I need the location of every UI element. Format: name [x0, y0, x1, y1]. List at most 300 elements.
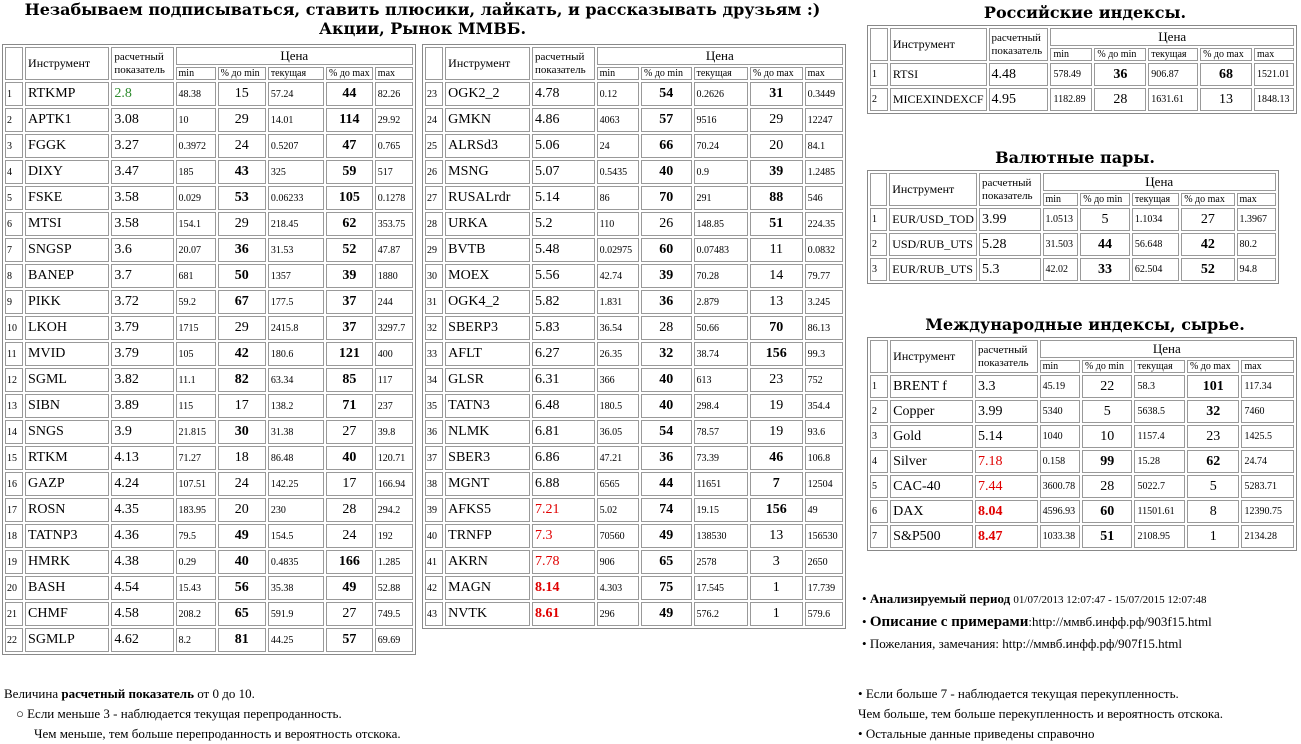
table-row: [870, 375, 1294, 398]
indicator-value: 7.44: [975, 475, 1038, 498]
indicator-value: 3.79: [111, 342, 173, 366]
table-row: [425, 394, 843, 418]
pct-to-max: 49: [326, 576, 373, 600]
max-value: 166.94: [375, 472, 413, 496]
indicator-value: 5.2: [532, 212, 595, 236]
instrument-name: PIKK: [25, 290, 109, 314]
indicator-value: 4.95: [989, 88, 1049, 111]
pct-to-min: 40: [641, 368, 692, 392]
indicator-header-line1: расчетный: [114, 50, 164, 63]
min-value: 15.43: [176, 576, 216, 600]
max-value: 2650: [805, 550, 843, 574]
current-value: 57.24: [268, 82, 324, 106]
pct-to-min: 43: [218, 160, 266, 184]
max-value: 237: [375, 394, 413, 418]
instrument-name: RTSI: [890, 63, 987, 86]
pct-to-max: 105: [326, 186, 373, 210]
indicator-value: 4.24: [111, 472, 173, 496]
indicator-value: 2.8: [111, 82, 173, 106]
footer-left-item1-text: Если меньше 3 - наблюдается текущая перепроданность.: [27, 706, 342, 721]
footer-left-post: от 0 до 10.: [193, 686, 255, 701]
min-value: 115: [176, 394, 216, 418]
pct-to-min: 40: [641, 160, 692, 184]
pct-to-max: 24: [326, 524, 373, 548]
pct-min-header: % до min: [218, 67, 266, 80]
instrument-name: Silver: [890, 450, 973, 473]
table-header-row: [425, 47, 843, 65]
min-value: 110: [597, 212, 639, 236]
min-value: 0.5435: [597, 160, 639, 184]
current-value: 154.5: [268, 524, 324, 548]
indicator-header-line1: расчетный: [981, 176, 1032, 189]
pct-to-min: 44: [641, 472, 692, 496]
current-value: 138530: [694, 524, 749, 548]
pct-to-max: 71: [326, 394, 373, 418]
pct-to-max: 62: [326, 212, 373, 236]
instrument-name: SGMLP: [25, 628, 109, 652]
min-value: 70560: [597, 524, 639, 548]
row-number: 39: [425, 498, 443, 522]
min-value: 10: [176, 108, 216, 132]
current-value: 73.39: [694, 446, 749, 470]
instrument-name: CHMF: [25, 602, 109, 626]
table-row: [870, 450, 1294, 473]
pct-min-header: % до min: [1080, 193, 1130, 206]
pct-to-max: 39: [750, 160, 803, 184]
indicator-value: 4.78: [532, 82, 595, 106]
indicator-value: 3.89: [111, 394, 173, 418]
row-number: 11: [5, 342, 23, 366]
max-value: 93.6: [805, 420, 843, 444]
table-row: [870, 258, 1276, 281]
max-value: 24.74: [1241, 450, 1294, 473]
indicator-value: 3.7: [111, 264, 173, 288]
current-value: 9516: [694, 108, 749, 132]
indicator-value: 4.38: [111, 550, 173, 574]
current-value: 0.2626: [694, 82, 749, 106]
instrument-name: SBERP3: [445, 316, 530, 340]
table-row: [425, 108, 843, 132]
row-number: 28: [425, 212, 443, 236]
max-value: 49: [805, 498, 843, 522]
min-value: 4596.93: [1040, 500, 1080, 523]
currency-table: [867, 170, 1279, 284]
min-header: min: [597, 67, 639, 80]
indicator-header-line2: показатель: [991, 44, 1043, 57]
row-number: 37: [425, 446, 443, 470]
pct-to-min: 75: [641, 576, 692, 600]
current-value: 298.4: [694, 394, 749, 418]
instrument-name: GMKN: [445, 108, 530, 132]
row-number: 35: [425, 394, 443, 418]
instrument-name: AFLT: [445, 342, 530, 366]
footer-left-bold: расчетный показатель: [61, 686, 194, 701]
current-header: текущая: [1148, 48, 1198, 61]
pct-max-header: % до max: [1187, 360, 1240, 373]
row-number: 3: [5, 134, 23, 158]
max-header: max: [1237, 193, 1276, 206]
max-value: 52.88: [375, 576, 413, 600]
max-value: 106.8: [805, 446, 843, 470]
max-value: 94.8: [1237, 258, 1276, 281]
indicator-header: [975, 340, 1038, 373]
pct-to-max: 70: [750, 316, 803, 340]
min-value: 36.05: [597, 420, 639, 444]
row-number: 20: [5, 576, 23, 600]
indicator-value: 5.83: [532, 316, 595, 340]
max-value: 1848.13: [1254, 88, 1294, 111]
table-row: [5, 316, 413, 340]
pct-to-min: 40: [218, 550, 266, 574]
table-row: [5, 628, 413, 652]
pct-to-max: 156: [750, 498, 803, 522]
instrument-name: USD/RUB_UTS: [889, 233, 977, 256]
pct-to-min: 17: [218, 394, 266, 418]
max-value: 79.77: [805, 264, 843, 288]
indicator-value: 6.88: [532, 472, 595, 496]
indicator-value: 4.54: [111, 576, 173, 600]
table-row: [5, 498, 413, 522]
min-value: 48.38: [176, 82, 216, 106]
max-value: 517: [375, 160, 413, 184]
min-value: 21.815: [176, 420, 216, 444]
pct-to-min: 5: [1080, 208, 1130, 231]
table-row: [425, 186, 843, 210]
table-row: [425, 446, 843, 470]
row-number: 4: [870, 450, 888, 473]
table-row: [425, 238, 843, 262]
min-value: 296: [597, 602, 639, 626]
indicator-value: 8.61: [532, 602, 595, 626]
info-period: • Анализируемый период 01/07/2013 12:07:47 - 15/07/2015 12:07:48: [862, 591, 1207, 606]
instrument-name: TATNP3: [25, 524, 109, 548]
indicator-value: 3.6: [111, 238, 173, 262]
indicator-value: 3.82: [111, 368, 173, 392]
max-value: 3297.7: [375, 316, 413, 340]
current-value: 2.879: [694, 290, 749, 314]
indicator-header-line2: показатель: [981, 189, 1033, 202]
max-value: 224.35: [805, 212, 843, 236]
instrument-name: APTK1: [25, 108, 109, 132]
current-value: 1631.61: [1148, 88, 1198, 111]
pct-to-max: 121: [326, 342, 373, 366]
pct-to-min: 54: [641, 420, 692, 444]
row-number: 32: [425, 316, 443, 340]
pct-to-max: 29: [750, 108, 803, 132]
max-header: max: [1241, 360, 1294, 373]
pct-to-max: 23: [750, 368, 803, 392]
instrument-name: RTKMP: [25, 82, 109, 106]
indicator-value: 4.86: [532, 108, 595, 132]
row-number: 18: [5, 524, 23, 548]
instrument-name: URKA: [445, 212, 530, 236]
instrument-name: DIXY: [25, 160, 109, 184]
pct-to-max: 27: [1181, 208, 1234, 231]
min-value: 5.02: [597, 498, 639, 522]
table-row: [425, 342, 843, 366]
pct-to-min: 65: [218, 602, 266, 626]
row-number: 15: [5, 446, 23, 470]
max-header: max: [1254, 48, 1294, 61]
pct-to-min: 82: [218, 368, 266, 392]
pct-to-max: 11: [750, 238, 803, 262]
min-header: min: [1050, 48, 1092, 61]
min-value: 1040: [1040, 425, 1080, 448]
row-number: 4: [5, 160, 23, 184]
pct-to-min: 24: [218, 472, 266, 496]
max-value: 12504: [805, 472, 843, 496]
current-value: 576.2: [694, 602, 749, 626]
min-value: 5340: [1040, 400, 1080, 423]
min-value: 366: [597, 368, 639, 392]
row-number: 41: [425, 550, 443, 574]
pct-to-max: 85: [326, 368, 373, 392]
row-number-header: [870, 340, 888, 373]
pct-to-max: 1: [750, 602, 803, 626]
current-value: 2415.8: [268, 316, 324, 340]
row-number: 1: [870, 375, 888, 398]
min-value: 59.2: [176, 290, 216, 314]
pct-to-max: 101: [1187, 375, 1240, 398]
min-value: 86: [597, 186, 639, 210]
current-value: 31.38: [268, 420, 324, 444]
pct-to-max: 23: [1187, 425, 1240, 448]
min-value: 79.5: [176, 524, 216, 548]
indicator-value: 6.86: [532, 446, 595, 470]
instrument-name: ALRSd3: [445, 134, 530, 158]
instrument-name: SNGSP: [25, 238, 109, 262]
current-value: 613: [694, 368, 749, 392]
min-value: 11.1: [176, 368, 216, 392]
current-value: 44.25: [268, 628, 324, 652]
current-value: 58.3: [1134, 375, 1184, 398]
instrument-name: CAC-40: [890, 475, 973, 498]
row-number: 3: [870, 425, 888, 448]
row-number: 27: [425, 186, 443, 210]
pct-to-max: 114: [326, 108, 373, 132]
instrument-name: EUR/RUB_UTS: [889, 258, 977, 281]
indicator-value: 5.14: [532, 186, 595, 210]
current-value: 325: [268, 160, 324, 184]
table-row: [425, 420, 843, 444]
indicator-value: 4.35: [111, 498, 173, 522]
indicator-value: 5.07: [532, 160, 595, 184]
pct-to-max: 166: [326, 550, 373, 574]
footer-left-pre: Величина: [4, 686, 62, 701]
instrument-name: MSNG: [445, 160, 530, 184]
current-value: 148.85: [694, 212, 749, 236]
pct-to-min: 29: [218, 108, 266, 132]
indicator-value: 5.3: [979, 258, 1041, 281]
instrument-name: DAX: [890, 500, 973, 523]
min-value: 681: [176, 264, 216, 288]
instrument-name: MOEX: [445, 264, 530, 288]
table-row: [870, 525, 1294, 548]
current-value: 11501.61: [1134, 500, 1184, 523]
pct-to-max: 88: [750, 186, 803, 210]
table-row: [5, 160, 413, 184]
pct-to-min: 60: [641, 238, 692, 262]
row-number: 31: [425, 290, 443, 314]
indicator-header-line2: показатель: [977, 356, 1029, 369]
examples-link[interactable]: :http://ммвб.инфф.рф/903f15.html: [1028, 614, 1212, 629]
pct-to-min: 22: [1082, 375, 1132, 398]
max-value: 0.3449: [805, 82, 843, 106]
current-value: 218.45: [268, 212, 324, 236]
ru-indices-table: [867, 25, 1297, 114]
current-value: 5022.7: [1134, 475, 1184, 498]
instrument-header: Инструмент: [25, 47, 109, 80]
table-row: [5, 82, 413, 106]
table-row: [425, 602, 843, 626]
max-value: 1.2485: [805, 160, 843, 184]
instrument-name: GAZP: [25, 472, 109, 496]
pct-min-header: % до min: [1082, 360, 1132, 373]
current-value: 0.06233: [268, 186, 324, 210]
pct-to-min: 39: [641, 264, 692, 288]
current-value: 35.38: [268, 576, 324, 600]
table-row: [5, 238, 413, 262]
instrument-header: Инструмент: [889, 173, 977, 206]
pct-to-min: 24: [218, 134, 266, 158]
current-value: 38.74: [694, 342, 749, 366]
min-value: 4063: [597, 108, 639, 132]
table-row: [870, 63, 1294, 86]
pct-to-max: 57: [326, 628, 373, 652]
row-number: 33: [425, 342, 443, 366]
pct-to-min: 66: [641, 134, 692, 158]
min-header: min: [176, 67, 216, 80]
indicator-value: 3.99: [979, 208, 1041, 231]
max-value: 47.87: [375, 238, 413, 262]
min-value: 42.02: [1043, 258, 1079, 281]
indicator-value: 3.9: [111, 420, 173, 444]
wishes-text[interactable]: Пожелания, замечания: http://ммвб.инфф.рф/907f15.html: [869, 636, 1182, 651]
table-header-row: [5, 47, 413, 65]
current-header: текущая: [1134, 360, 1184, 373]
current-value: 142.25: [268, 472, 324, 496]
instrument-header: Инструмент: [890, 28, 987, 61]
pct-to-max: 19: [750, 420, 803, 444]
table-header-row: [870, 340, 1294, 358]
max-header: max: [375, 67, 413, 80]
pct-to-min: 60: [1082, 500, 1132, 523]
row-number-header: [870, 173, 887, 206]
table-row: [5, 134, 413, 158]
current-value: 17.545: [694, 576, 749, 600]
table-header-row: [870, 173, 1276, 191]
indicator-value: 7.21: [532, 498, 595, 522]
ru-indices-title: Российские индексы.: [983, 3, 1187, 22]
examples-label: Описание с примерами: [869, 614, 1029, 630]
indicator-header-line1: расчетный: [991, 31, 1041, 44]
table-row: [425, 472, 843, 496]
table-row: [425, 550, 843, 574]
max-value: 1425.5: [1241, 425, 1294, 448]
indicator-value: 8.14: [532, 576, 595, 600]
pct-to-max: 13: [1200, 88, 1252, 111]
min-value: 105: [176, 342, 216, 366]
row-number: 19: [5, 550, 23, 574]
footer-left-line1: [4, 684, 524, 704]
pct-to-min: 20: [218, 498, 266, 522]
pct-to-max: 28: [326, 498, 373, 522]
current-value: 591.9: [268, 602, 324, 626]
indicator-value: 4.62: [111, 628, 173, 652]
currency-title: Валютные пары.: [995, 148, 1155, 167]
max-value: 12247: [805, 108, 843, 132]
indicator-value: 7.78: [532, 550, 595, 574]
min-value: 1.831: [597, 290, 639, 314]
indicator-value: 5.14: [975, 425, 1038, 448]
instrument-name: AKRN: [445, 550, 530, 574]
pct-to-max: 27: [326, 420, 373, 444]
price-header: Цена: [1040, 340, 1294, 358]
instrument-name: SGML: [25, 368, 109, 392]
current-value: 0.9: [694, 160, 749, 184]
min-value: 0.029: [176, 186, 216, 210]
pct-to-max: 17: [326, 472, 373, 496]
pct-to-min: 49: [641, 524, 692, 548]
min-value: 36.54: [597, 316, 639, 340]
instrument-name: TRNFP: [445, 524, 530, 548]
row-number: 2: [870, 400, 888, 423]
row-number: 16: [5, 472, 23, 496]
row-number: 22: [5, 628, 23, 652]
row-number: 7: [5, 238, 23, 262]
pct-to-max: 42: [1181, 233, 1234, 256]
current-value: 0.07483: [694, 238, 749, 262]
instrument-name: MICEXINDEXCF: [890, 88, 987, 111]
table-row: [5, 524, 413, 548]
table-row: [425, 368, 843, 392]
row-number: 7: [870, 525, 888, 548]
price-header: Цена: [597, 47, 843, 65]
instrument-name: AFKS5: [445, 498, 530, 522]
table-row: [425, 290, 843, 314]
max-value: 294.2: [375, 498, 413, 522]
instrument-name: MGNT: [445, 472, 530, 496]
pct-to-min: 70: [641, 186, 692, 210]
row-number: 8: [5, 264, 23, 288]
pct-to-max: 39: [326, 264, 373, 288]
max-value: 1.285: [375, 550, 413, 574]
current-value: 1357: [268, 264, 324, 288]
min-value: 71.27: [176, 446, 216, 470]
current-value: 56.648: [1132, 233, 1179, 256]
row-number: 26: [425, 160, 443, 184]
row-number: 17: [5, 498, 23, 522]
instrument-name: BASH: [25, 576, 109, 600]
instrument-name: GLSR: [445, 368, 530, 392]
pct-to-min: 36: [218, 238, 266, 262]
current-value: 50.66: [694, 316, 749, 340]
row-number: 36: [425, 420, 443, 444]
min-value: 208.2: [176, 602, 216, 626]
min-value: 0.02975: [597, 238, 639, 262]
pct-to-min: 29: [218, 316, 266, 340]
table-row: [5, 576, 413, 600]
pct-to-min: 49: [641, 602, 692, 626]
footer-left-item1: ○ Если меньше 3 - наблюдается текущая перепроданность.: [16, 706, 342, 721]
max-value: 39.8: [375, 420, 413, 444]
pct-to-max: 51: [750, 212, 803, 236]
indicator-value: 7.3: [532, 524, 595, 548]
pct-to-max: 7: [750, 472, 803, 496]
pct-to-min: 10: [1082, 425, 1132, 448]
current-header: текущая: [694, 67, 749, 80]
min-value: 0.12: [597, 82, 639, 106]
